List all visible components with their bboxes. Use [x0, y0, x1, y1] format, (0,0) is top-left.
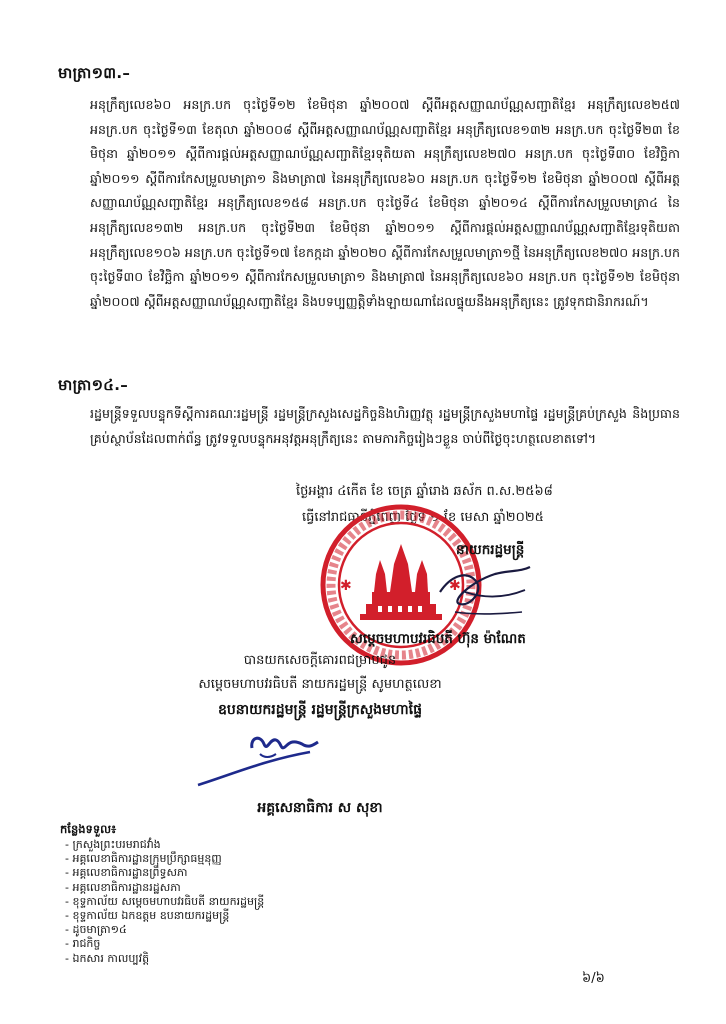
submission-line-3: ឧបនាយករដ្ឋមន្ត្រី រដ្ឋមន្ត្រីក្រសួងមហាផ្ទៃ: [217, 702, 422, 718]
lunar-date: ថ្ងៃអង្គារ ៤កើត ខែ ចេត្រ ឆ្នាំរោង ឆស័ក ព.ស.២៥៦៨: [296, 484, 553, 499]
solar-date: ធ្វើនៅរាជធានីភ្នំពេញ ថ្ងៃទី ១ ខែ មេសា ឆ្នាំ២០២៥: [302, 510, 544, 525]
list-item: - ក្រសួងព្រះបរមរាជវាំង: [65, 838, 161, 851]
list-item: - ដូចមាត្រា១៤: [65, 923, 127, 937]
prime-minister-signature: [430, 552, 540, 622]
svg-text:✱: ✱: [449, 578, 461, 594]
list-item: - អគ្គលេខាធិការដ្ឋានរដ្ឋសភា: [65, 880, 181, 894]
submission-line-2: សម្តេចមហាបវរធិបតី នាយករដ្ឋមន្ត្រី សូមហត្ថលេខា: [198, 677, 442, 692]
article-14-heading: មាត្រា១៤.–: [58, 376, 129, 394]
list-item: - ខុទ្ទកាល័យ សម្តេចមហាបវរធិបតី នាយករដ្ឋមន្ត្រី: [65, 894, 265, 908]
recipients-list: [65, 838, 264, 966]
deputy-signature: [190, 730, 330, 790]
list-item: - អគ្គលេខាធិការដ្ឋានក្រុមប្រឹក្សាធម្មនុញ្ញ: [65, 852, 222, 866]
list-item: - រាជកិច្ច: [65, 937, 101, 951]
deputy-signer-name: អគ្គសេនាធិការ ស សុខា: [257, 800, 383, 816]
list-item: - ឯកសារ កាលប្បវត្តិ: [65, 951, 150, 965]
recipients-heading: កន្លែងទទួល៖: [60, 822, 117, 836]
svg-text:✱: ✱: [340, 578, 352, 594]
submission-line-1: បានយកសេចក្តីគោរពជម្រាបជូន: [243, 653, 397, 668]
article-14-body: រដ្ឋមន្ត្រីទទួលបន្ទុកទីស្តីការគណៈរដ្ឋមន្ត្រី រដ្ឋមន្ត្រីក្រសួងសេដ្ឋកិច្ចនិងហិរញ្ញវត្ថុ រដ្ឋមន្ត្រីក្រសួងមហាផ្ទៃ រដ្ឋមន្ត្រីគ្រប់ក្រសួង និងប្រធានគ្រប់ស្ថាប័នដែលពាក់ព័ន្ធ ត្រូវទទួលបន្ទុកអនុវត្តអនុក្រឹត្យនេះ តាមភារកិច្ចរៀងៗខ្លួន ចាប់ពីថ្ងៃចុះហត្ថលេខាតទៅ។: [90, 406, 680, 446]
list-item: - អគ្គលេខាធិការដ្ឋានព្រឹទ្ធសភា: [65, 866, 188, 880]
page-number: ៦/៦: [582, 971, 605, 986]
article-13-body: អនុក្រឹត្យលេខ៦០ អនក្រ.បក ចុះថ្ងៃទី១២ ខែមិថុនា ឆ្នាំ២០០៧ ស្តីពីអត្តសញ្ញាណប័ណ្ណសញ្ជាតិខ្មែរ អនុក្រឹត្យលេខ២៥៧ អនក្រ.បក ចុះថ្ងៃទី១៣ ខែតុលា ឆ្នាំ២០០៨ ស្តីពីអត្តសញ្ញាណប័ណ្ណសញ្ជាតិខ្មែរ អនុក្រឹត្យលេខ១៣២ អនក្រ.បក ចុះថ្ងៃទី២៣ ខែមិថុនា ឆ្នាំ២០១១ ស្តីពីការផ្តល់អត្តសញ្ញាណប័ណ្ណសញ្ជាតិខ្មែរទុតិយតា អនុក្រឹត្យលេខ២៧០ អនក្រ.បក ចុះថ្ងៃទី៣០ ខែវិច្ឆិកា ឆ្នាំ២០១១ ស្តីពីការកែសម្រួលមាត្រា១ និងមាត្រា៧ នៃអនុក្រឹត្យលេខ៦០ អនក្រ.បក ចុះថ្ងៃទី១២ ខែមិថុនា ឆ្នាំ២០០៧ ស្តីពីអត្តសញ្ញាណប័ណ្ណសញ្ជាតិខ្មែរ អនុក្រឹត្យលេខ១៥៨ អនក្រ.បក ចុះថ្ងៃទី៤ ខែមិថុនា ឆ្នាំ២០១៤ ស្តីពីការកែសម្រួលមាត្រា៤ នៃអនុក្រឹត្យលេខ១៣២ អនក្រ.បក ចុះថ្ងៃទី២៣ ខែមិថុនា ឆ្នាំ២០១១ ស្តីពីការផ្តល់អត្តសញ្ញាណប័ណ្ណសញ្ជាតិខ្មែរទុតិយតា អនុក្រឹត្យលេខ១០៦ អនក្រ.បក ចុះថ្ងៃទី១៧ ខែកក្កដា ឆ្នាំ២០២០ ស្តីពីការកែសម្រួលមាត្រា១ថ្មី នៃអនុក្រឹត្យលេខ២៧០ អនក្រ.បក ចុះថ្ងៃទី៣០ ខែវិច្ឆិកា ឆ្នាំ២០១១ ស្តីពីការកែសម្រួលមាត្រា១ និងមាត្រា៧ នៃអនុក្រឹត្យលេខ៦០ អនក្រ.បក ចុះថ្ងៃទី១២ ខែមិថុនា ឆ្នាំ២០០៧ ស្តីពីអត្តសញ្ញាណប័ណ្ណសញ្ជាតិខ្មែរ និងបទប្បញ្ញត្តិទាំងឡាយណាដែលផ្ទុយនឹងអនុក្រឹត្យនេះ ត្រូវទុកជានិរាករណ៍។: [90, 97, 680, 309]
prime-minister-name: សម្តេចមហាបវរធិបតី ហ៊ុន ម៉ាណែត: [350, 631, 526, 647]
article-13-heading: មាត្រា១៣.–: [58, 64, 131, 82]
prime-minister-title: នាយករដ្ឋមន្ត្រី: [456, 542, 525, 558]
list-item: - ខុទ្ទកាល័យ ឯកឧត្តម ឧបនាយករដ្ឋមន្ត្រី: [65, 909, 230, 923]
